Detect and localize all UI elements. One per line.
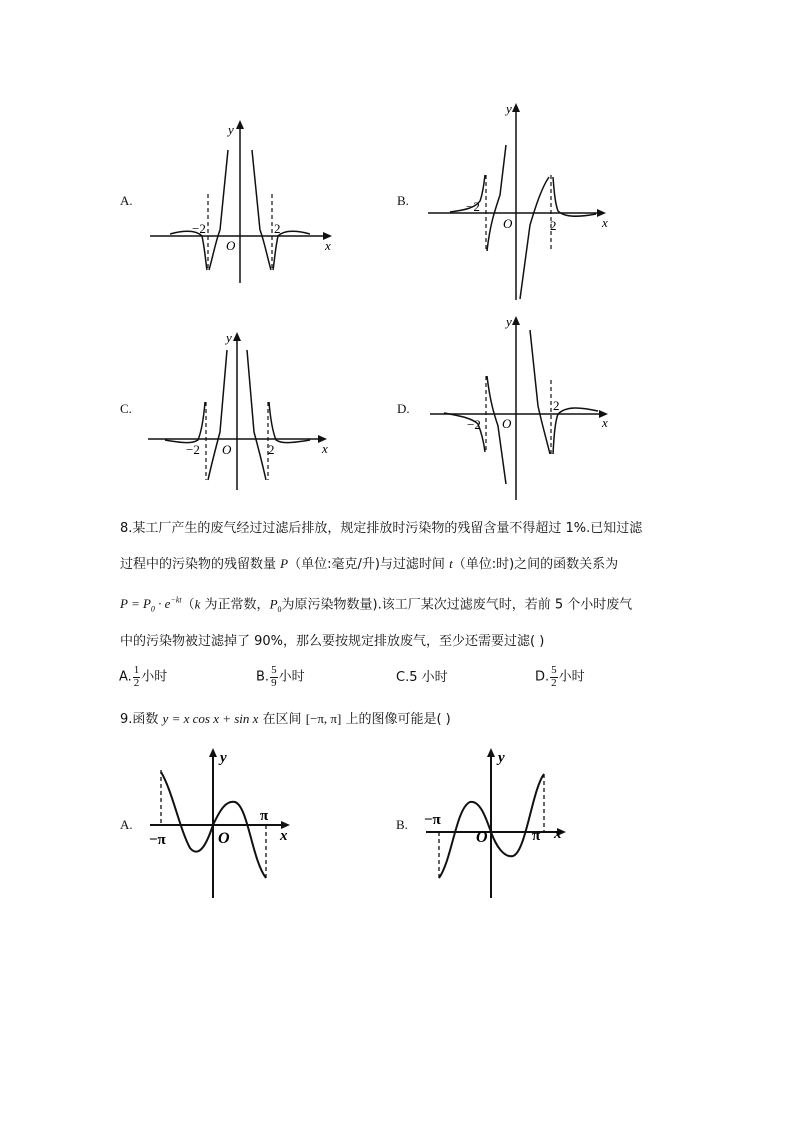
q8-formula — [120, 596, 182, 614]
q8-choice-d-unit: 小时 — [558, 669, 585, 685]
q7d-neg-label: −2 — [467, 417, 481, 432]
q7c-x-label: x — [322, 441, 328, 456]
q7-option-c-letter: C. — [120, 401, 132, 416]
y-axis-arrow — [209, 748, 217, 757]
fraction-numerator: 1 — [133, 664, 140, 676]
q9b-neg-label: −π — [424, 812, 441, 828]
q9a-y-label: y — [220, 750, 227, 766]
q7-graph-b — [420, 95, 620, 305]
q9-option-a-letter: A. — [120, 817, 133, 832]
q8-choice-b-unit: 小时 — [278, 669, 305, 685]
curve-left-inner — [208, 350, 227, 480]
curve-left-outer — [170, 231, 207, 270]
y-axis-arrow — [512, 316, 520, 325]
q8-formula-mid: · e — [154, 596, 171, 612]
q8-choice-a-fraction — [133, 665, 141, 689]
q8-choice-b-fraction — [270, 665, 278, 689]
q8-line3-b: 为正常数， — [200, 597, 270, 613]
q8-var-k: k — [194, 596, 201, 612]
fraction-denominator: 9 — [271, 676, 277, 689]
q8-choice-d-fraction — [550, 665, 558, 689]
q7a-x-label: x — [325, 238, 331, 253]
q8-line2 — [120, 557, 618, 571]
q8-formula-exp: −kt — [170, 596, 182, 605]
q8-choice-d — [535, 665, 585, 689]
curve-right-outer — [553, 177, 596, 216]
q9b-y-label: y — [498, 750, 505, 766]
q9b-origin-label: O — [476, 829, 488, 846]
curve-right-inner — [247, 350, 266, 480]
q7a-origin-label: O — [226, 238, 236, 253]
q7-graph-a — [140, 110, 340, 300]
q7-graph-d — [420, 306, 620, 506]
q7c-pos-label: 2 — [268, 442, 275, 457]
q7c-origin-label: O — [222, 442, 232, 457]
curve-right-outer — [273, 231, 310, 270]
q8-choice-a — [119, 665, 167, 689]
q8-line3-c: 为原污染物数量).该工厂某次过滤废气时，若前 5 个小时废气 — [281, 597, 633, 613]
q8-choice-a-letter: A. — [119, 669, 132, 685]
q8-var-P0-sub: 0 — [277, 604, 282, 614]
q7a-neg-label: −2 — [192, 221, 206, 236]
curve-right-outer — [553, 408, 598, 454]
q9-interval: [−π, π] — [305, 711, 342, 726]
q9a-x-label: x — [280, 828, 288, 844]
q8-choice-b — [256, 665, 305, 689]
q8-line2-a: 过程中的污染物的残留数量 — [120, 557, 281, 572]
q8-var-P: P — [280, 556, 289, 571]
q7-option-b-letter: B. — [397, 193, 409, 208]
q7a-y-label: y — [228, 122, 234, 137]
q7d-pos-label: 2 — [553, 398, 560, 413]
curve-left-outer — [165, 402, 205, 443]
q9a-neg-label: −π — [149, 832, 166, 848]
q8-choice-c-text: 5 小时 — [409, 670, 448, 685]
q8-choice-c — [396, 671, 448, 684]
q7c-neg-label: −2 — [186, 442, 200, 457]
q7b-y-label: y — [506, 101, 512, 116]
q7b-x-label: x — [602, 215, 608, 230]
q8-var-t: t — [449, 556, 453, 571]
q9a-origin-label: O — [218, 830, 230, 847]
q8-line3 — [120, 597, 632, 614]
q8-formula-sub: 0 — [150, 604, 155, 614]
curve-left-inner — [487, 145, 506, 251]
q7-graph-c — [140, 322, 340, 497]
fraction-denominator: 2 — [551, 676, 557, 689]
curve-right-outer — [269, 402, 310, 443]
q9-graph-a — [140, 740, 300, 905]
q9b-x-label: x — [554, 826, 562, 842]
y-axis-arrow — [233, 332, 241, 341]
q8-line4: 中的污染物被过滤掉了 90%，那么要按规定排放废气，至少还需要过滤( ) — [120, 634, 545, 649]
q7c-y-label: y — [226, 330, 232, 345]
fraction-numerator: 5 — [271, 664, 277, 676]
q7d-origin-label: O — [502, 416, 512, 431]
q8-formula-lhs: P = P — [120, 596, 151, 612]
q8-choice-d-letter: D. — [535, 669, 550, 685]
q7d-x-label: x — [602, 415, 608, 430]
q8-line3-a: （ — [181, 597, 195, 613]
curve-right-inner — [252, 150, 271, 270]
q8-choice-a-unit: 小时 — [141, 669, 168, 685]
y-axis-arrow — [236, 120, 244, 129]
curve-right-inner — [520, 177, 549, 299]
q9-graph-b — [418, 740, 578, 905]
y-axis-arrow — [487, 748, 495, 757]
fraction-numerator: 5 — [551, 664, 557, 676]
q8-line2-c: （单位:时)之间的函数关系为 — [452, 557, 619, 572]
q9-function: y = x cos x + sin x — [162, 711, 259, 726]
q7-option-a-letter: A. — [120, 193, 133, 208]
q9-prefix: 9.函数 — [120, 712, 163, 727]
q7d-y-label: y — [506, 314, 512, 329]
curve-right-inner — [530, 330, 550, 454]
q9-option-b-letter: B. — [396, 817, 408, 832]
q7-option-d-letter: D. — [397, 401, 410, 416]
q7b-pos-label: 2 — [550, 218, 557, 233]
q9b-pos-label: π — [532, 828, 541, 844]
q7b-origin-label: O — [503, 216, 513, 231]
q8-choice-c-letter: C. — [396, 670, 410, 685]
q9-stem — [120, 712, 451, 726]
q7a-pos-label: 2 — [274, 221, 281, 236]
q9-suffix: 上的图像可能是( ) — [341, 712, 451, 727]
q8-line2-b: （单位:毫克/升)与过滤时间 — [288, 557, 450, 572]
q8-line1: 8.某工厂产生的废气经过过滤后排放，规定排放时污染物的残留含量不得超过 1%.已知过滤 — [120, 521, 643, 536]
q9-mid: 在区间 — [258, 712, 306, 727]
q8-var-P0: P — [269, 596, 278, 612]
y-axis-arrow — [512, 103, 520, 112]
q7b-neg-label: −2 — [466, 199, 480, 214]
q9a-pos-label: π — [260, 808, 269, 824]
q8-choice-b-letter: B. — [256, 669, 270, 685]
fraction-denominator: 2 — [133, 676, 140, 689]
